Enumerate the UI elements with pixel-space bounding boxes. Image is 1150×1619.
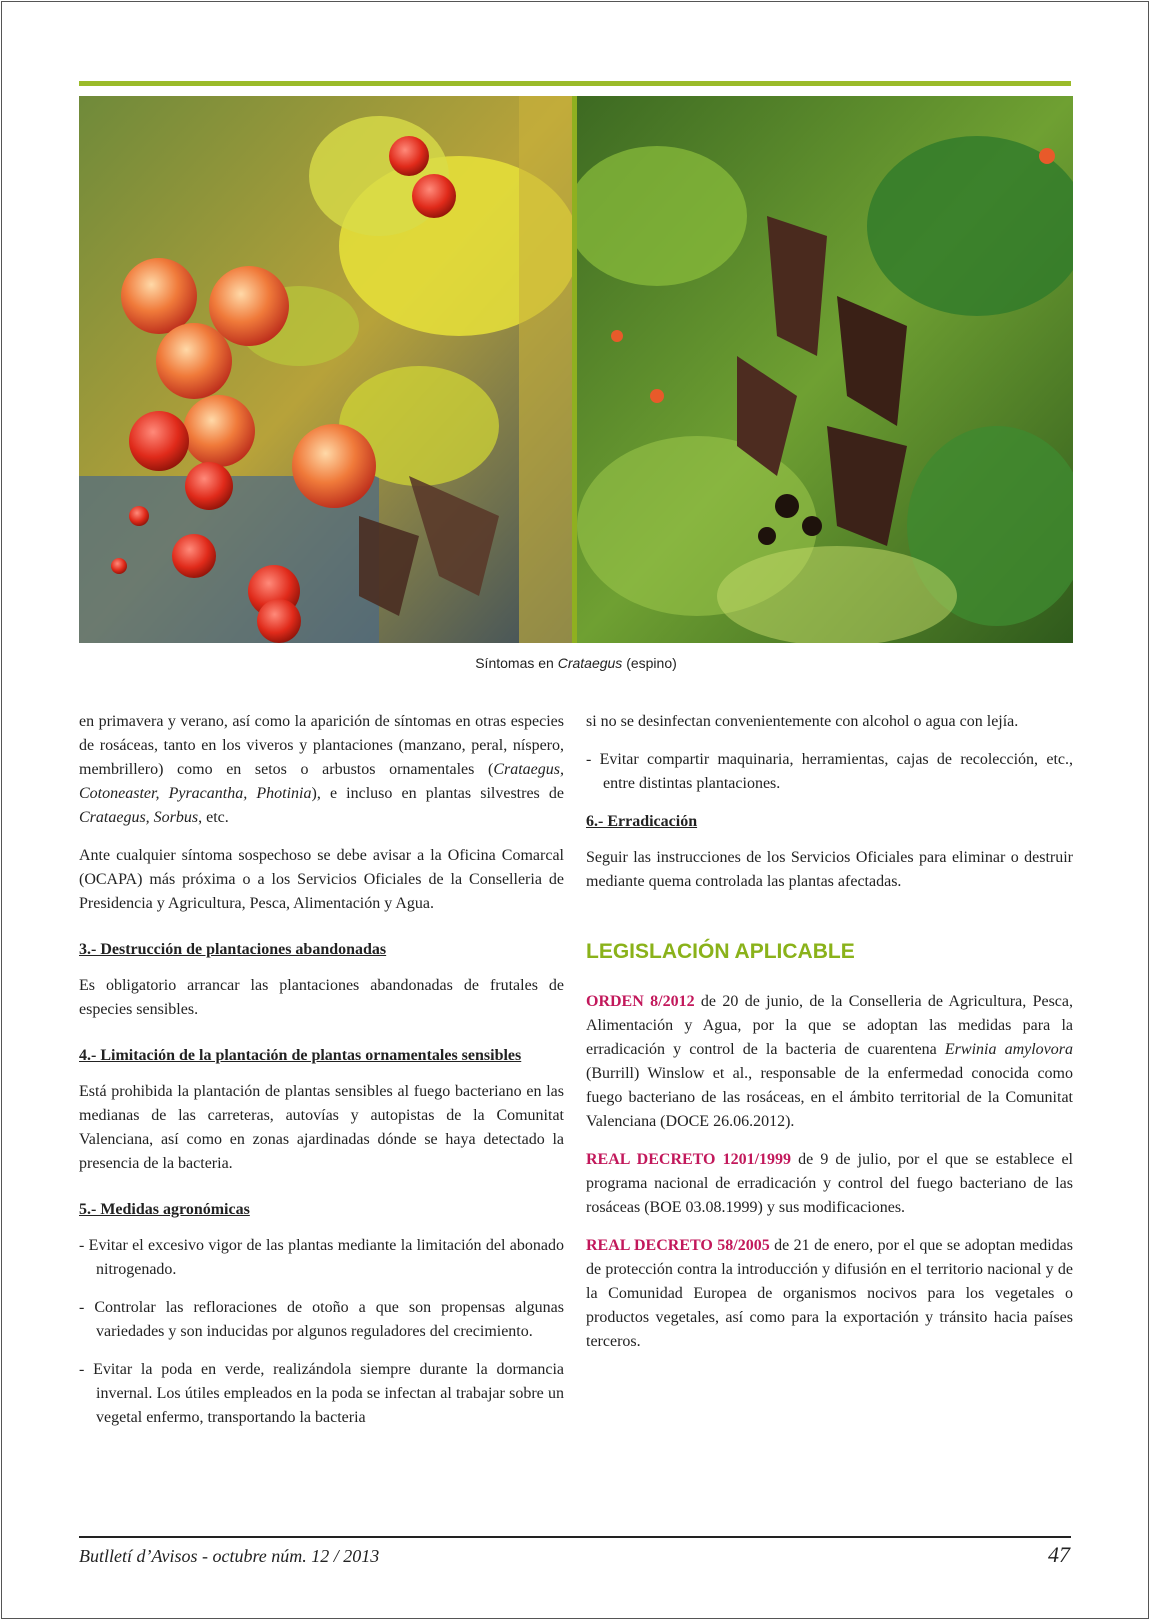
law1-ref: ORDEN 8/2012 — [586, 993, 695, 1010]
caption-suffix: (espino) — [622, 655, 677, 671]
photo-caption — [79, 655, 1073, 671]
caption-prefix: Síntomas en — [475, 655, 558, 671]
para1-text-a: en primavera y verano, así como la aparición de síntomas en otras especies de rosáceas, tanto en los viveros y plantaciones (manzano, peral, níspero, membrillero) como en setos o arbustos ornamentales ( — [79, 713, 564, 778]
paragraph-spring-summer — [79, 710, 564, 830]
law3-ref: REAL DECRETO 58/2005 — [586, 1237, 770, 1254]
page-number: 47 — [1048, 1542, 1070, 1567]
law1-species: Erwinia amylovora — [944, 1041, 1074, 1058]
heading-erradicacion: 6.- Erradicación — [586, 813, 698, 830]
para1-text-e: , etc. — [198, 809, 229, 826]
law2-text: de 9 de julio, por el que se establece el programa nacional de erradicación y control del fuego bacteriano de las rosáceas (BOE 03.08.1999) y sus modificaciones. — [586, 1151, 1073, 1216]
right-column — [586, 710, 1073, 1368]
bullet-maquinaria: - Evitar compartir maquinaria, herramientas, cajas de recolección, etc., entre distintas plantaciones. — [586, 751, 1073, 792]
top-rule — [79, 81, 1071, 86]
law1-text-a: de 20 de junio, de la Conselleria de Agricultura, Pesca, Alimentación y Agua, por la que se adoptan las medidas para la erradicación y control de la bacteria de cuarentena — [586, 993, 1073, 1058]
bullet-refloraciones: - Controlar las refloraciones de otoño a que son propensas algunas variedades y son inducidas por algunos reguladores del crecimiento. — [79, 1299, 564, 1340]
paragraph-destruccion: Es obligatorio arrancar las plantaciones abandonadas de frutales de especies sensibles. — [79, 977, 564, 1018]
photo-crataegus-blight — [577, 96, 1073, 643]
heading-limitacion: 4.- Limitación de la plantación de plantas ornamentales sensibles — [79, 1047, 522, 1064]
caption-species: Crataegus — [557, 655, 623, 671]
paragraph-notify-ocapa: Ante cualquier síntoma sospechoso se debe avisar a la Oficina Comarcal (OCAPA) más próxima o a los Servicios Oficiales de la Conselleria de Presidencia y Agricultura, Pesca, Alimentación y Agua. — [79, 847, 564, 912]
photo-crataegus-blight-image — [577, 96, 1073, 643]
para1-species-ornamental: Crataegus, Cotoneaster, Pyracantha, Photinia — [79, 761, 564, 802]
legislation-title: LEGISLACIÓN APLICABLE — [586, 940, 855, 963]
para1-text-c: ), e incluso en plantas silvestres de — [311, 785, 565, 802]
law-real-decreto-58-2005 — [586, 1234, 1073, 1354]
bottom-rule — [79, 1536, 1071, 1538]
para1-species-wild: Crataegus, Sorbus — [79, 809, 199, 826]
heading-destruccion: 3.- Destrucción de plantaciones abandonadas — [79, 941, 387, 958]
bullet-vigor: - Evitar el excesivo vigor de las plantas mediante la limitación del abonado nitrogenado. — [79, 1237, 564, 1278]
photo-strip — [79, 96, 1073, 643]
bullet-poda-continued: si no se desinfectan convenientemente con alcohol o agua con lejía. — [586, 713, 1019, 730]
law-orden-8-2012 — [586, 990, 1073, 1134]
photo-crataegus-fruits-image — [79, 96, 572, 643]
paragraph-limitacion: Está prohibida la plantación de plantas sensibles al fuego bacteriano en las medianas de las carreteras, autovías y autopistas de la Comunitat Valenciana, así como en zonas ajardinadas dónde se haya detectado la presencia de la bacteria. — [79, 1083, 564, 1172]
photo-crataegus-fruits — [79, 96, 572, 643]
law2-ref: REAL DECRETO 1201/1999 — [586, 1151, 792, 1168]
law1-text-c: (Burrill) Winslow et al., responsable de la enfermedad conocida como fuego bacteriano de las rosáceas, en el ámbito territorial de la Comunitat Valenciana (DOCE 26.06.2012). — [586, 1065, 1073, 1130]
bullet-poda: - Evitar la poda en verde, realizándola siempre durante la dormancia invernal. Los útiles empleados en la poda se infectan al trabajar sobre un vegetal enfermo, transportando la bacteria — [79, 1361, 564, 1426]
paragraph-erradicacion: Seguir las instrucciones de los Servicios Oficiales para eliminar o destruir mediante quema controlada las plantas afectadas. — [586, 849, 1073, 890]
law3-text: de 21 de enero, por el que se adoptan medidas de protección contra la introducción y difusión en el territorio nacional y de la Comunidad Europea de organismos nocivos para los vegetales o productos vegetales, así como para la exportación y tránsito hacia países terceros. — [586, 1237, 1073, 1350]
left-column — [79, 710, 564, 1444]
footer-publication: Butlletí d’Avisos - octubre núm. 12 / 2013 — [79, 1546, 380, 1566]
law-real-decreto-1201-1999 — [586, 1148, 1073, 1220]
heading-medidas: 5.- Medidas agronómicas — [79, 1201, 250, 1218]
